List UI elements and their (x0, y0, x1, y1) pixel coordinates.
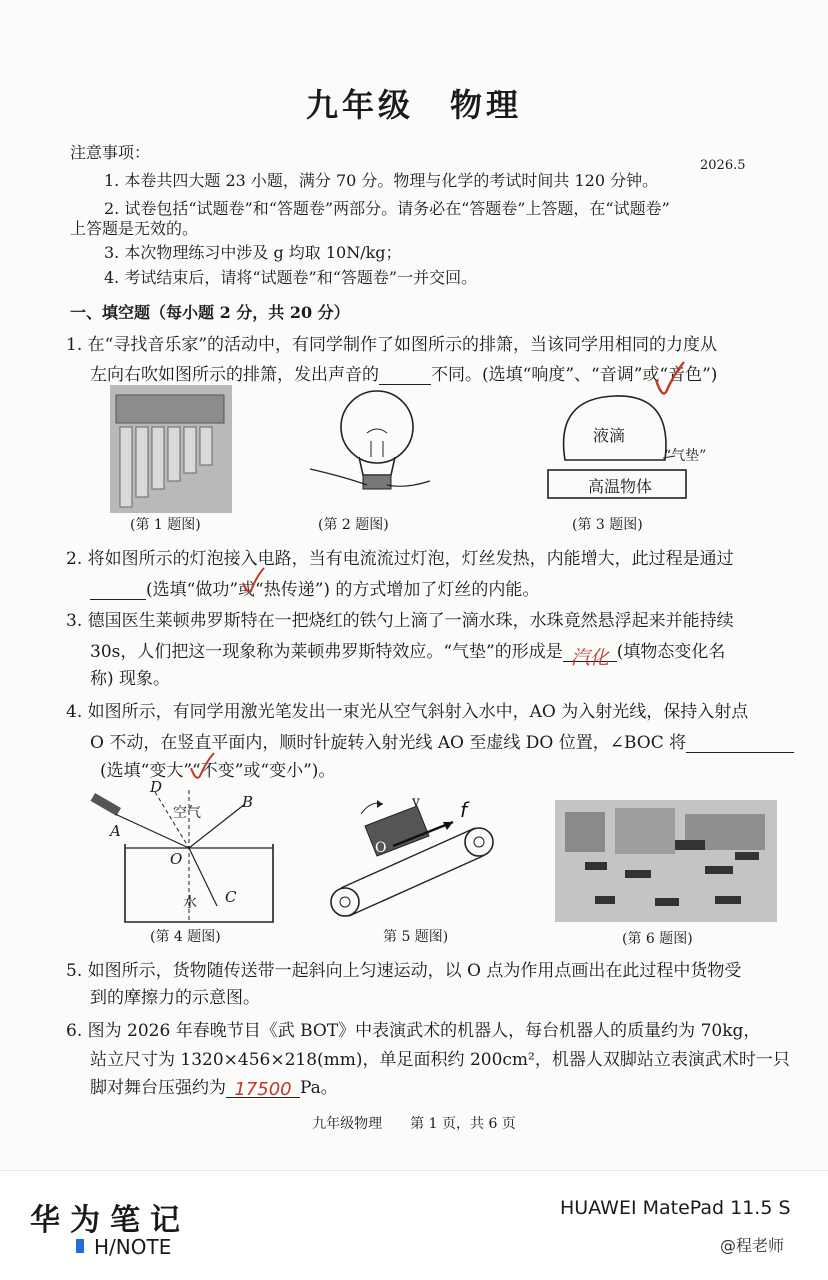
cushion-label: “气垫” (664, 448, 707, 464)
credit-handle: @程老师 (720, 1236, 785, 1255)
checkmark-icon (188, 750, 216, 784)
brand-logo-icon (76, 1239, 84, 1253)
air-label: 空气 (173, 805, 201, 821)
q2-line2 (90, 575, 539, 600)
point-o-label: O (375, 840, 387, 856)
q1-text-b: 不同。(选填“响度”、“音调”或“音色”) (431, 365, 718, 385)
fig2-caption: (第 2 题图) (318, 517, 389, 533)
q1-line2 (90, 360, 717, 385)
note-item: 1. 本卷共四大题 23 小题，满分 70 分。物理与化学的考试时间共 120 分钟。 (104, 171, 659, 190)
q2-line1: 2. 将如图所示的灯泡接入电路，当有电流流过灯泡，灯丝发热，内能增大，此过程是通过 (66, 549, 734, 569)
notes-heading: 注意事项： (70, 143, 151, 162)
fig1-caption: (第 1 题图) (130, 517, 201, 533)
point-a-label: A (110, 822, 121, 840)
q3-line2 (90, 637, 726, 669)
page-title: 九年级 物理 (305, 86, 522, 124)
brand-name: 华为笔记 (30, 1203, 190, 1238)
fig5-caption: 第 5 题图) (383, 929, 449, 945)
fig3-caption: (第 3 题图) (572, 517, 643, 533)
point-d-label: D (150, 778, 163, 796)
q3-answer: 汽化 (563, 643, 617, 662)
q1-text-a: 左向右吹如图所示的排箫，发出声音的 (90, 365, 379, 385)
note-item: 上答题是无效的。 (70, 219, 199, 238)
point-b-label: B (242, 793, 254, 811)
divider (0, 1170, 828, 1171)
drop-label: 液滴 (593, 426, 626, 445)
q3-line3: 称) 现象。 (90, 669, 171, 689)
q4-line3: (选填“变大”“不变”或“变小”)。 (100, 761, 336, 781)
pan-flute-figure (110, 385, 232, 513)
q2-text: (选填“做功”或“热传递”) 的方式增加了灯丝的内能。 (146, 580, 540, 600)
conveyor-figure (325, 790, 500, 925)
exam-date: 2026.5 (700, 158, 746, 173)
water-label: 水 (183, 895, 197, 911)
q2-answer-blank (90, 581, 146, 600)
fig6-caption: (第 6 题图) (622, 931, 693, 947)
velocity-label: v (412, 794, 420, 810)
point-c-label: C (225, 888, 237, 906)
fig4-caption: (第 4 题图) (150, 929, 221, 945)
q6-line1: 6. 图为 2026 年春晚节目《武 BOT》中表演武术的机器人，每台机器人的质量约为 70kg， (66, 1021, 761, 1041)
q3-text-b: (填物态变化名 (616, 642, 726, 662)
q4-text: O 不动，在竖直平面内，顺时针旋转入射光线 AO 至虚线 DO 位置，∠BOC 将 (90, 733, 687, 753)
checkmark-icon (240, 565, 266, 597)
q4-line1: 4. 如图所示，有同学用激光笔发出一束光从空气斜射入水中，AO 为入射光线，保持入射点 (66, 702, 749, 722)
brand-logo-text: H/NOTE (94, 1235, 172, 1259)
q6-line2: 站立尺寸为 1320×456×218(mm)，单足面积约 200cm²，机器人双脚站立表演武术时一只 (90, 1050, 790, 1070)
section-heading: 一、填空题（每小题 2 分，共 20 分） (70, 303, 350, 322)
q3-line1: 3. 德国医生莱顿弗罗斯特在一把烧红的铁勺上滴了一滴水珠，水珠竟然悬浮起来并能持续 (66, 611, 734, 631)
q4-answer-blank (686, 734, 794, 753)
device-model: HUAWEI MatePad 11.5 S (560, 1197, 791, 1219)
q5-line2: 到的摩擦力的示意图。 (90, 988, 260, 1008)
q6-line3 (90, 1073, 338, 1098)
q6-text-a: 脚对舞台压强约为 (90, 1078, 226, 1098)
q1-line1: 1. 在“寻找音乐家”的活动中，有同学制作了如图所示的排箫，当该同学用相同的力度从 (66, 335, 718, 355)
q6-answer: 17500 (226, 1079, 300, 1098)
robot-photo-figure (555, 800, 777, 922)
q5-line1: 5. 如图所示，货物随传送带一起斜向上匀速运动，以 O 点为作用点画出在此过程中货物受 (66, 961, 742, 981)
light-bulb-figure (305, 385, 435, 515)
note-item: 4. 考试结束后，请将“试题卷”和“答题卷”一并交回。 (104, 268, 478, 287)
note-item: 3. 本次物理练习中涉及 g 均取 10N/kg； (104, 243, 402, 262)
point-o-label: O (170, 850, 183, 868)
friction-label: f (460, 798, 468, 822)
page-footer: 九年级物理 第 1 页，共 6 页 (312, 1116, 516, 1132)
note-item: 2. 试卷包括“试题卷”和“答题卷”两部分。请务必在“答题卷”上答题，在“试题卷” (104, 199, 670, 218)
q6-text-b: Pa。 (300, 1078, 338, 1098)
q1-answer-blank (379, 366, 431, 385)
q3-text-a: 30s，人们把这一现象称为莱顿弗罗斯特效应。“气垫”的形成是 (90, 642, 563, 662)
hot-object-label: 高温物体 (588, 477, 653, 496)
